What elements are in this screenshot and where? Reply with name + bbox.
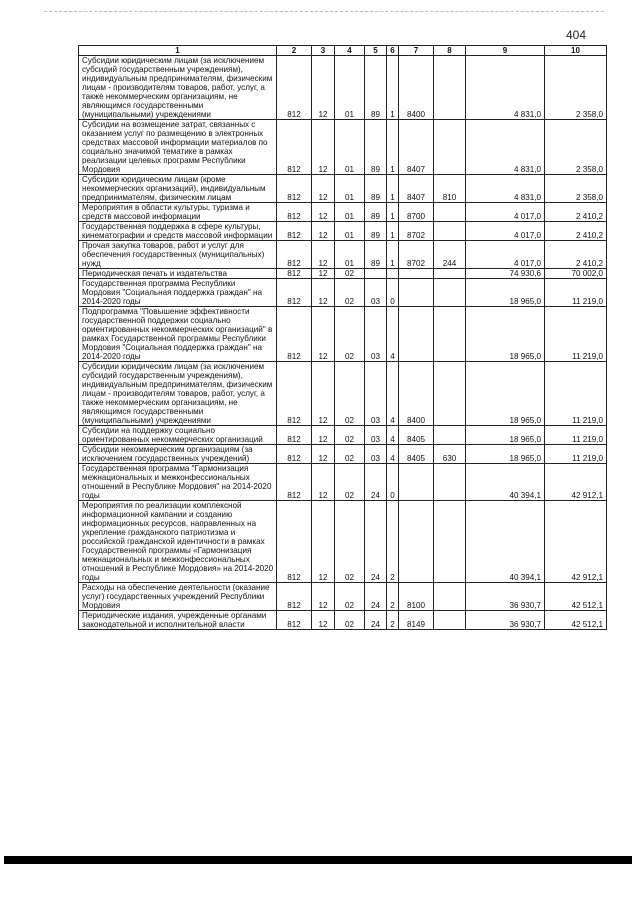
cell-target-item [399, 307, 434, 362]
cell-subsection: 01 [335, 56, 365, 120]
cell-section: 12 [312, 464, 335, 501]
cell-target-item [399, 279, 434, 307]
cell-target-item: 8405 [399, 426, 434, 445]
cell-ministry: 812 [277, 501, 312, 583]
cell-ministry: 812 [277, 583, 312, 611]
cell-amount-1: 36 930,7 [466, 583, 545, 611]
cell-amount-2: 11 219,0 [545, 307, 607, 362]
cell-expense-type [434, 222, 466, 241]
header-cell: 3 [312, 46, 335, 56]
cell-amount-2: 2 358,0 [545, 56, 607, 120]
cell-subprogram: 1 [387, 222, 399, 241]
cell-amount-1: 74 930,6 [466, 269, 545, 279]
cell-program: 03 [365, 445, 387, 464]
header-cell: 9 [466, 46, 545, 56]
table-row [79, 56, 607, 120]
cell-target-item [399, 501, 434, 583]
cell-section: 12 [312, 120, 335, 175]
cell-amount-1: 18 965,0 [466, 445, 545, 464]
cell-amount-2: 2 410,2 [545, 222, 607, 241]
table-row [79, 279, 607, 307]
cell-amount-1: 40 394,1 [466, 464, 545, 501]
cell-subsection: 02 [335, 501, 365, 583]
cell-program: 24 [365, 464, 387, 501]
cell-ministry: 812 [277, 120, 312, 175]
cell-target-item [399, 464, 434, 501]
cell-expense-type [434, 279, 466, 307]
cell-section: 12 [312, 611, 335, 630]
cell-program: 89 [365, 222, 387, 241]
cell-target-item: 8702 [399, 241, 434, 269]
cell-amount-1: 4 831,0 [466, 175, 545, 203]
cell-program: 03 [365, 279, 387, 307]
cell-amount-2: 2 358,0 [545, 120, 607, 175]
row-name: Субсидии на возмещение затрат, связанных с оказанием услуг по размещению в электронных средствах массовой информации материалов по социально значимой тематике в рамках реализации целевых программ Республики Мордовия [79, 120, 277, 175]
cell-subsection: 02 [335, 583, 365, 611]
cell-amount-1: 40 394,1 [466, 501, 545, 583]
row-name: Субсидии на поддержку социально ориентированных некоммерческих организаций [79, 426, 277, 445]
cell-amount-2: 70 002,0 [545, 269, 607, 279]
cell-ministry: 812 [277, 464, 312, 501]
cell-target-item: 8100 [399, 583, 434, 611]
header-cell: 8 [434, 46, 466, 56]
cell-amount-1: 4 831,0 [466, 120, 545, 175]
cell-expense-type [434, 464, 466, 501]
cell-ministry: 812 [277, 279, 312, 307]
cell-subsection: 02 [335, 611, 365, 630]
row-name: Подпрограмма "Повышение эффективности государственной поддержки социально ориентированных некоммерческих организаций" в рамках Государственной программы Республики Мордовия "Социальная поддержка граждан" на 2014-2020 годы [79, 307, 277, 362]
cell-target-item: 8400 [399, 362, 434, 426]
cell-expense-type [434, 56, 466, 120]
cell-ministry: 812 [277, 56, 312, 120]
cell-expense-type: 810 [434, 175, 466, 203]
cell-subprogram: 1 [387, 203, 399, 222]
cell-subsection: 02 [335, 464, 365, 501]
cell-subprogram: 1 [387, 175, 399, 203]
cell-ministry: 812 [277, 222, 312, 241]
table-row [79, 203, 607, 222]
cell-target-item [399, 269, 434, 279]
row-name: Субсидии юридическим лицам (кроме некоммерческих организаций), индивидуальным предпринимателям, физическим лицам [79, 175, 277, 203]
table-row [79, 120, 607, 175]
cell-program: 03 [365, 426, 387, 445]
cell-ministry: 812 [277, 426, 312, 445]
cell-section: 12 [312, 426, 335, 445]
cell-subprogram [387, 269, 399, 279]
cell-ministry: 812 [277, 269, 312, 279]
header-cell: 10 [545, 46, 607, 56]
cell-program: 89 [365, 241, 387, 269]
cell-program: 89 [365, 175, 387, 203]
row-name: Мероприятия по реализации комплексной информационной кампании и созданию информационных ресурсов, направленных на укрепление гражданского патриотизма и российской гражданской идентичности в рамках Государственной программы «Гармонизация межнациональных и межконфессиональных отношений в Республике Мордовия» на 2014-2020 годы [79, 501, 277, 583]
cell-amount-2: 2 410,2 [545, 203, 607, 222]
cell-subsection: 01 [335, 222, 365, 241]
cell-subsection: 01 [335, 120, 365, 175]
cell-target-item: 8700 [399, 203, 434, 222]
table-row [79, 241, 607, 269]
page-number: 404 [566, 28, 587, 42]
table-row [79, 464, 607, 501]
cell-program [365, 269, 387, 279]
cell-subsection: 02 [335, 362, 365, 426]
cell-amount-1: 18 965,0 [466, 279, 545, 307]
cell-amount-2: 42 512,1 [545, 611, 607, 630]
cell-subsection: 02 [335, 269, 365, 279]
cell-subsection: 02 [335, 426, 365, 445]
cell-amount-2: 11 219,0 [545, 445, 607, 464]
cell-program: 24 [365, 611, 387, 630]
cell-section: 12 [312, 175, 335, 203]
cell-section: 12 [312, 279, 335, 307]
row-name: Государственная поддержка в сфере культуры, кинематографии и средств массовой информации [79, 222, 277, 241]
cell-target-item: 8405 [399, 445, 434, 464]
cell-expense-type [434, 611, 466, 630]
header-cell: 1 [79, 46, 277, 56]
cell-expense-type [434, 362, 466, 426]
table-row [79, 583, 607, 611]
table-row [79, 501, 607, 583]
cell-section: 12 [312, 56, 335, 120]
header-cell: 4 [335, 46, 365, 56]
table-row [79, 175, 607, 203]
cell-section: 12 [312, 241, 335, 269]
cell-amount-1: 4 831,0 [466, 56, 545, 120]
header-cell: 2 [277, 46, 312, 56]
cell-subsection: 01 [335, 241, 365, 269]
row-name: Государственная программа "Гармонизация межнациональных и межконфессиональных отношений в Республике Мордовия" на 2014-2020 годы [79, 464, 277, 501]
cell-program: 89 [365, 203, 387, 222]
row-name: Мероприятия в области культуры, туризма и средств массовой информации [79, 203, 277, 222]
header-row [79, 46, 607, 56]
table-row [79, 222, 607, 241]
cell-ministry: 812 [277, 241, 312, 269]
row-name: Субсидии юридическим лицам (за исключением субсидий государственным учреждениям), индивидуальным предпринимателям, физическим лицам - производителям товаров, работ, услуг, а также некоммерческим организациям, не являющимся государственными (муниципальными) учреждениями [79, 362, 277, 426]
table-row [79, 445, 607, 464]
row-name: Государственная программа Республики Мордовия "Социальная поддержка граждан" на 2014-2020 годы [79, 279, 277, 307]
cell-subprogram: 4 [387, 426, 399, 445]
cell-subsection: 02 [335, 307, 365, 362]
row-name: Расходы на обеспечение деятельности (оказание услуг) государственных учреждений Республики Мордовия [79, 583, 277, 611]
cell-target-item: 8702 [399, 222, 434, 241]
cell-expense-type [434, 583, 466, 611]
cell-subprogram: 1 [387, 120, 399, 175]
cell-amount-1: 36 930,7 [466, 611, 545, 630]
cell-expense-type: 244 [434, 241, 466, 269]
cell-ministry: 812 [277, 362, 312, 426]
header-cell: 5 [365, 46, 387, 56]
cell-target-item: 8149 [399, 611, 434, 630]
cell-ministry: 812 [277, 203, 312, 222]
cell-expense-type: 630 [434, 445, 466, 464]
cell-amount-1: 18 965,0 [466, 362, 545, 426]
cell-expense-type [434, 426, 466, 445]
cell-section: 12 [312, 222, 335, 241]
cell-subprogram: 4 [387, 307, 399, 362]
cell-amount-2: 42 912,1 [545, 464, 607, 501]
cell-subprogram: 4 [387, 445, 399, 464]
cell-subprogram: 2 [387, 611, 399, 630]
row-name: Субсидии юридическим лицам (за исключением субсидий государственным учреждениям), индивидуальным предпринимателям, физическим лицам - производителям товаров, работ, услуг, а также некоммерческим организациям, не являющимся государственными (муниципальными) учреждениями [79, 56, 277, 120]
table-row [79, 611, 607, 630]
cell-expense-type [434, 501, 466, 583]
scan-edge-bar [4, 856, 632, 864]
cell-amount-2: 2 410,2 [545, 241, 607, 269]
cell-subprogram: 0 [387, 279, 399, 307]
cell-section: 12 [312, 445, 335, 464]
cell-subsection: 02 [335, 279, 365, 307]
cell-section: 12 [312, 362, 335, 426]
row-name: Субсидии некоммерческим организациям (за исключением государственных учреждений) [79, 445, 277, 464]
table-row [79, 426, 607, 445]
cell-section: 12 [312, 269, 335, 279]
row-name: Периодическая печать и издательства [79, 269, 277, 279]
cell-program: 24 [365, 501, 387, 583]
cell-ministry: 812 [277, 307, 312, 362]
cell-section: 12 [312, 307, 335, 362]
cell-subprogram: 0 [387, 464, 399, 501]
cell-target-item: 8400 [399, 56, 434, 120]
cell-program: 89 [365, 56, 387, 120]
cell-section: 12 [312, 583, 335, 611]
cell-expense-type [434, 269, 466, 279]
header-cell: 7 [399, 46, 434, 56]
cell-target-item: 8407 [399, 175, 434, 203]
cell-amount-2: 11 219,0 [545, 279, 607, 307]
cell-amount-1: 4 017,0 [466, 203, 545, 222]
cell-subsection: 01 [335, 175, 365, 203]
cell-expense-type [434, 307, 466, 362]
cell-amount-1: 18 965,0 [466, 307, 545, 362]
cell-amount-2: 2 358,0 [545, 175, 607, 203]
cell-subprogram: 1 [387, 241, 399, 269]
cell-ministry: 812 [277, 175, 312, 203]
cell-amount-1: 4 017,0 [466, 241, 545, 269]
cell-amount-1: 4 017,0 [466, 222, 545, 241]
cell-program: 03 [365, 307, 387, 362]
cell-subprogram: 1 [387, 56, 399, 120]
cell-amount-2: 11 219,0 [545, 426, 607, 445]
cell-subprogram: 4 [387, 362, 399, 426]
cell-subsection: 02 [335, 445, 365, 464]
cell-program: 03 [365, 362, 387, 426]
row-name: Прочая закупка товаров, работ и услуг для обеспечения государственных (муниципальных) нужд [79, 241, 277, 269]
budget-table [78, 45, 607, 630]
header-cell: 6 [387, 46, 399, 56]
cell-amount-2: 42 512,1 [545, 583, 607, 611]
cell-subsection: 01 [335, 203, 365, 222]
cell-subprogram: 2 [387, 583, 399, 611]
cell-program: 24 [365, 583, 387, 611]
cell-ministry: 812 [277, 611, 312, 630]
row-name: Периодические издания, учрежденные органами законодательной и исполнительной власти [79, 611, 277, 630]
cell-target-item: 8407 [399, 120, 434, 175]
cell-program: 89 [365, 120, 387, 175]
top-edge-line [44, 11, 604, 12]
cell-amount-1: 18 965,0 [466, 426, 545, 445]
cell-expense-type [434, 203, 466, 222]
cell-section: 12 [312, 203, 335, 222]
table-row [79, 269, 607, 279]
table-row [79, 307, 607, 362]
cell-ministry: 812 [277, 445, 312, 464]
cell-section: 12 [312, 501, 335, 583]
cell-expense-type [434, 120, 466, 175]
table-row [79, 362, 607, 426]
cell-amount-2: 42 912,1 [545, 501, 607, 583]
cell-amount-2: 11 219,0 [545, 362, 607, 426]
cell-subprogram: 2 [387, 501, 399, 583]
